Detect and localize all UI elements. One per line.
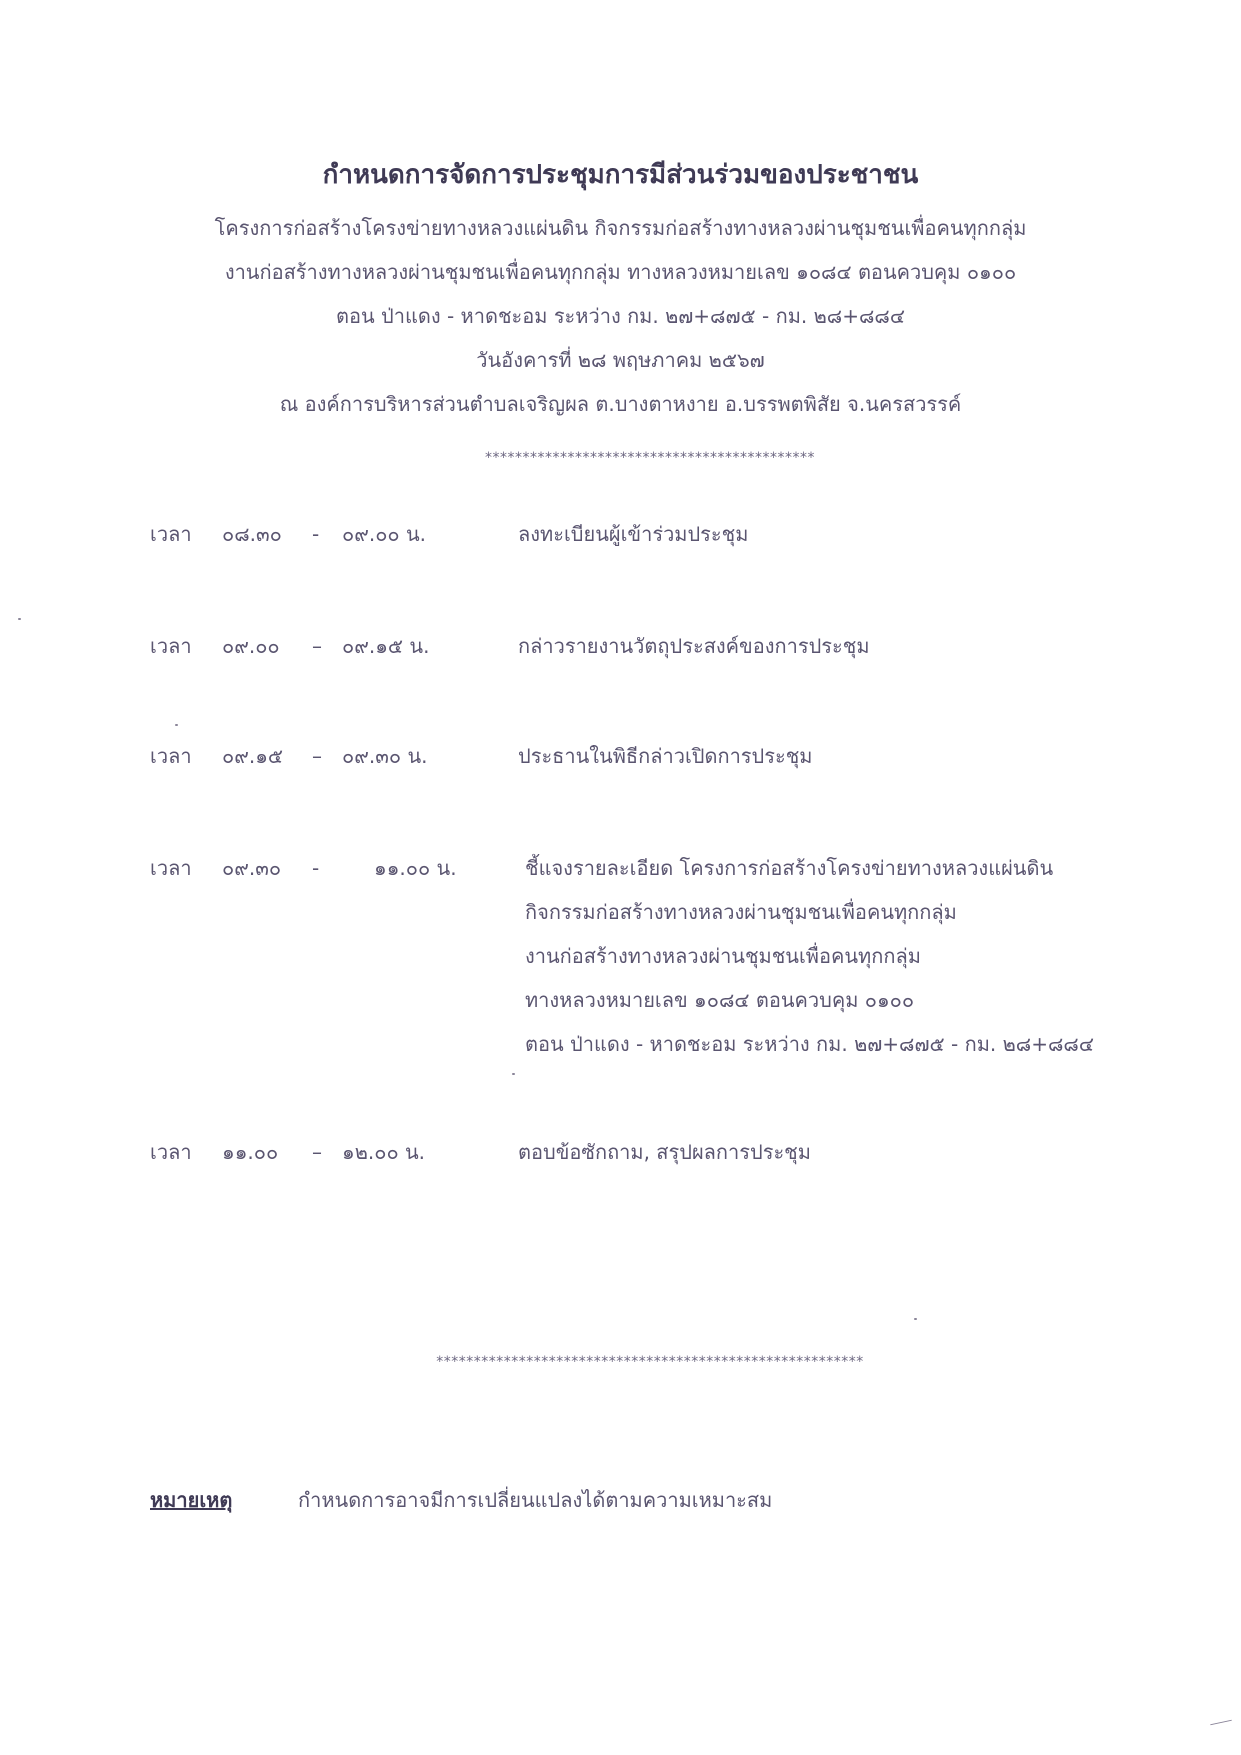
activity-line: ตอบข้อซักถาม, สรุปผลการประชุม xyxy=(518,1140,811,1164)
activity xyxy=(518,734,1158,778)
activity xyxy=(518,1130,1158,1174)
document-header xyxy=(0,158,1241,426)
time-label: เวลา xyxy=(150,744,192,768)
time-from: ๐๙.๓๐ xyxy=(222,856,282,880)
time-dash: - xyxy=(312,856,320,880)
time-to: ๑๑.๐๐ น. xyxy=(374,856,457,880)
scan-speck xyxy=(512,1073,515,1075)
time-label: เวลา xyxy=(150,634,192,658)
time-label: เวลา xyxy=(150,1140,192,1164)
activity xyxy=(518,512,1158,556)
time-label: เวลา xyxy=(150,856,192,880)
divider-bottom: ********************************************************* xyxy=(436,1354,864,1370)
time-from: ๐๙.๐๐ xyxy=(222,634,280,658)
activity-line: ชี้แจงรายละเอียด โครงการก่อสร้างโครงข่ายทางหลวงแผ่นดิน xyxy=(525,856,1054,880)
time-to: ๐๙.๐๐ น. xyxy=(342,522,427,546)
scan-speck xyxy=(914,1318,917,1320)
header-line-work: งานก่อสร้างทางหลวงผ่านชุมชนเพื่อคนทุกกลุ่ม ทางหลวงหมายเลข ๑๐๘๔ ตอนควบคุม ๐๑๐๐ xyxy=(224,260,1017,284)
time-to: ๐๙.๓๐ น. xyxy=(342,744,428,768)
activity-line: งานก่อสร้างทางหลวงผ่านชุมชนเพื่อคนทุกกลุ่ม xyxy=(525,944,921,968)
header-line-project: โครงการก่อสร้างโครงข่ายทางหลวงแผ่นดิน กิจกรรมก่อสร้างทางหลวงผ่านชุมชนเพื่อคนทุกกลุ่ม xyxy=(214,216,1027,240)
page-title: กำหนดการจัดการประชุมการมีส่วนร่วมของประชาชน xyxy=(322,160,919,190)
note xyxy=(150,1478,1050,1522)
header-line-venue: ณ องค์การบริหารส่วนตำบลเจริญผล ต.บางตาหงาย อ.บรรพตพิสัย จ.นครสวรรค์ xyxy=(279,392,962,416)
time-dash: – xyxy=(312,1140,322,1164)
time-label: เวลา xyxy=(150,522,192,546)
divider-top: ******************************************** xyxy=(485,450,815,466)
note-label: หมายเหตุ xyxy=(150,1488,233,1512)
time-from: ๐๙.๑๕ xyxy=(222,744,284,768)
header-line-section: ตอน ป่าแดง - หาดชะอม ระหว่าง กม. ๒๗+๘๗๕ - กม. ๒๘+๘๘๔ xyxy=(336,304,905,328)
time-dash: - xyxy=(312,522,320,546)
time-dash: – xyxy=(312,744,322,768)
time-dash: – xyxy=(312,634,322,658)
time-to: ๐๙.๑๕ น. xyxy=(342,634,430,658)
header-line-date: วันอังคารที่ ๒๘ พฤษภาคม ๒๕๖๗ xyxy=(476,348,765,372)
activity-line: ทางหลวงหมายเลข ๑๐๘๔ ตอนควบคุม ๐๑๐๐ xyxy=(525,988,915,1012)
activity-line: ตอน ป่าแดง - หาดชะอม ระหว่าง กม. ๒๗+๘๗๕ - กม. ๒๘+๘๘๔ xyxy=(525,1032,1094,1056)
scan-speck xyxy=(18,618,21,620)
time-to: ๑๒.๐๐ น. xyxy=(342,1140,426,1164)
activity xyxy=(525,846,1165,1066)
time-from: ๐๘.๓๐ xyxy=(222,522,282,546)
activity xyxy=(518,624,1158,668)
scan-speck xyxy=(1210,1720,1232,1726)
activity-line: ลงทะเบียนผู้เข้าร่วมประชุม xyxy=(518,522,749,546)
activity-line: กล่าวรายงานวัตถุประสงค์ของการประชุม xyxy=(518,634,870,658)
note-text: กำหนดการอาจมีการเปลี่ยนแปลงได้ตามความเหมาะสม xyxy=(298,1488,773,1512)
activity-line: ประธานในพิธีกล่าวเปิดการประชุม xyxy=(518,744,813,768)
activity-line: กิจกรรมก่อสร้างทางหลวงผ่านชุมชนเพื่อคนทุกกลุ่ม xyxy=(525,900,957,924)
time-from: ๑๑.๐๐ xyxy=(222,1140,279,1164)
scan-speck xyxy=(175,724,178,726)
